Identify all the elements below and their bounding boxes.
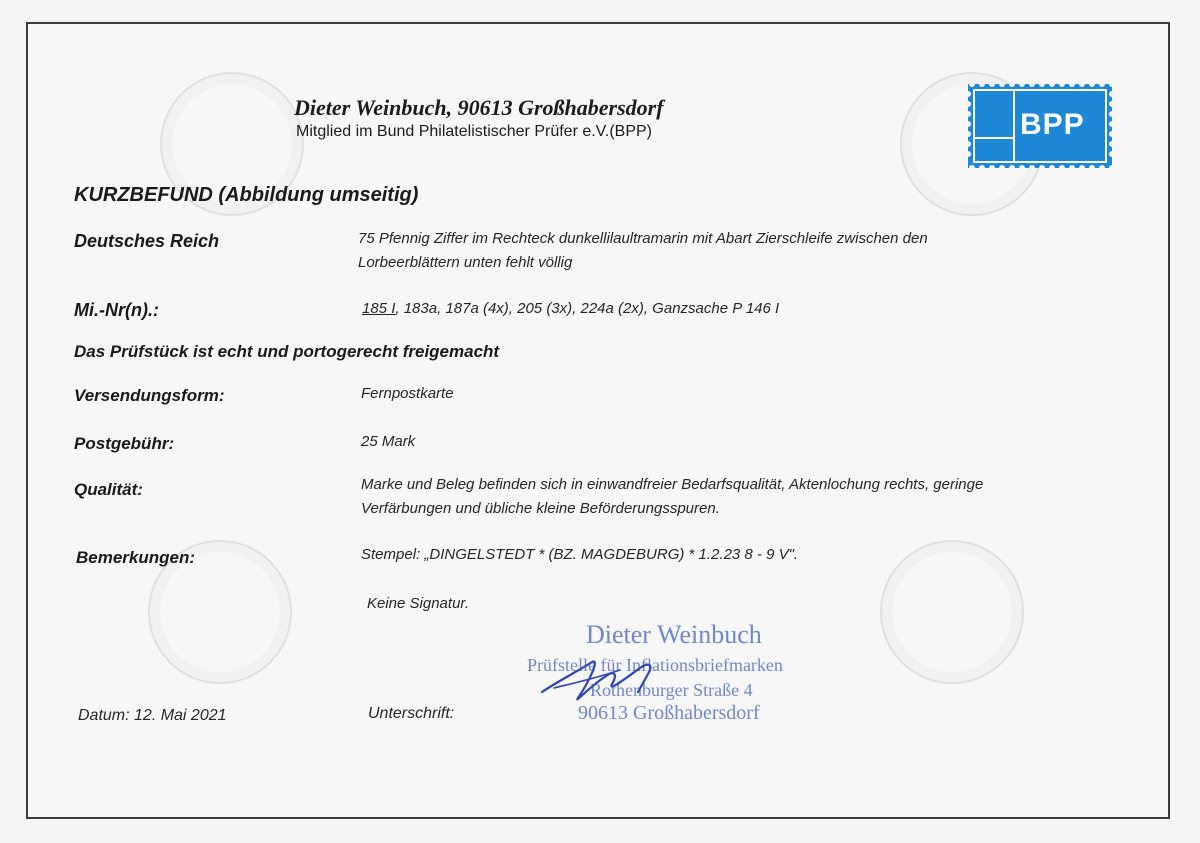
- issue-date: Datum: 12. Mai 2021: [78, 707, 227, 724]
- stamp-city: 90613 Großhabersdorf: [578, 702, 760, 724]
- remarks-signature-note: Keine Signatur.: [367, 595, 470, 612]
- postage-fee-label: Postgebühr:: [74, 434, 175, 453]
- quality-description-line2: Verfärbungen und übliche kleine Beförderungsspuren.: [361, 500, 720, 517]
- shipping-form-label: Versendungsform:: [74, 386, 225, 405]
- bpp-logo: [968, 84, 1112, 168]
- document-title: KURZBEFUND (Abbildung umseitig): [74, 184, 419, 206]
- bpp-logo-text: BPP: [1020, 108, 1085, 141]
- postage-fee-value: 25 Mark: [361, 433, 416, 450]
- examiner-name: Dieter Weinbuch, 90613 Großhabersdorf: [294, 95, 664, 120]
- watermark-seal-bottom-right: [880, 540, 1024, 684]
- handwritten-signature: [530, 640, 670, 720]
- catalog-number-primary: 185 I: [362, 300, 396, 317]
- area-label: Deutsches Reich: [74, 231, 220, 251]
- stamp-street: Rothenburger Straße 4: [590, 680, 753, 700]
- catalog-number-values: [362, 300, 779, 317]
- quality-label: Qualität:: [74, 480, 143, 499]
- membership-line: Mitglied im Bund Philatelistischer Prüfer e.V.(BPP): [296, 123, 652, 140]
- quality-description-line1: Marke und Beleg befinden sich in einwandfreier Bedarfsqualität, Aktenlochung rechts, geringe: [361, 476, 984, 493]
- remarks-label: Bemerkungen:: [76, 548, 196, 567]
- catalog-number-rest: , 183a, 187a (4x), 205 (3x), 224a (2x), Ganzsache P 146 I: [395, 300, 780, 317]
- shipping-form-value: Fernpostkarte: [361, 385, 454, 402]
- area-description-line2: Lorbeerblättern unten fehlt völlig: [358, 254, 573, 271]
- catalog-number-label: Mi.-Nr(n).:: [74, 300, 159, 320]
- signature-label: Unterschrift:: [368, 705, 455, 722]
- stamp-office: Prüfstelle für Inflationsbriefmarken: [527, 655, 783, 675]
- verdict-statement: Das Prüfstück ist echt und portogerecht freigemacht: [74, 342, 500, 361]
- area-description-line1: 75 Pfennig Ziffer im Rechteck dunkellilaultramarin mit Abart Zierschleife zwischen den: [358, 230, 928, 247]
- stamp-name: Dieter Weinbuch: [586, 620, 762, 649]
- remarks-postmark: Stempel: „DINGELSTEDT * (BZ. MAGDEBURG) * 1.2.23 8 - 9 V".: [361, 546, 799, 563]
